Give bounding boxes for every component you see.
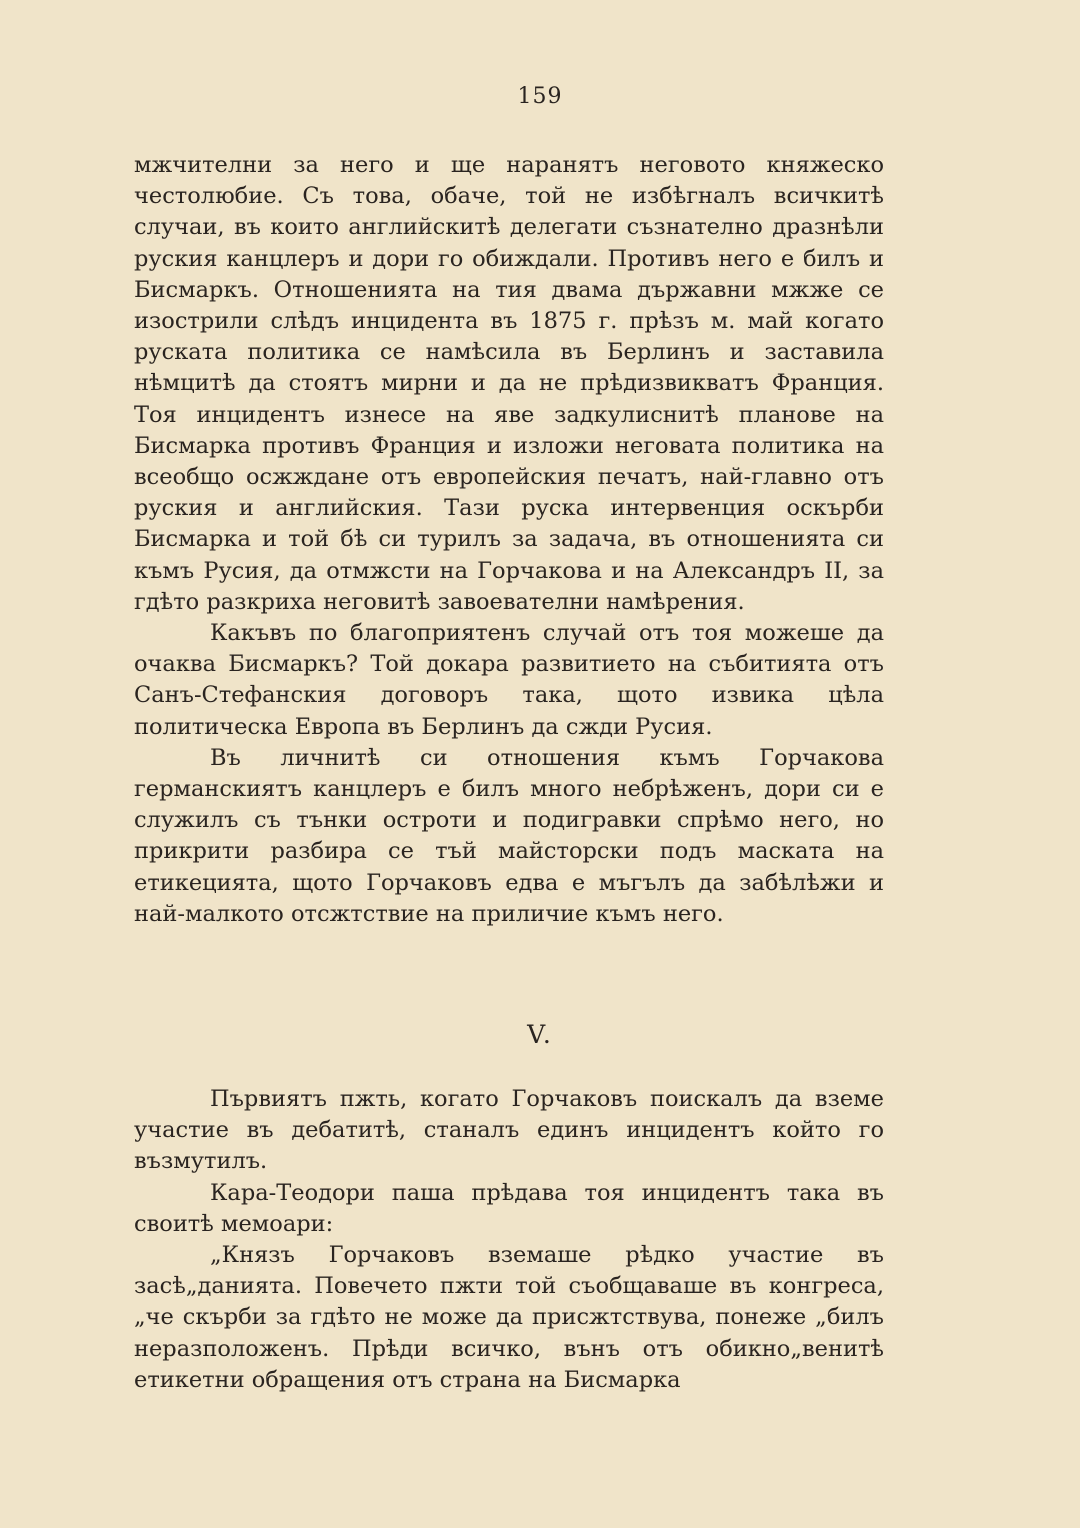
chapter-heading: V. <box>527 1020 553 1049</box>
text-block-bottom <box>134 1084 884 1396</box>
paragraph-continuation: мжчителни за него и ще наранятъ неговото княжеско честолюбие. Съ това, обаче, той не избѣгналъ всичкитѣ случаи, въ които английскитѣ делегати съзнателно дразнѣли руския канцлеръ и дори го обиждали. Противъ него е билъ и Бисмаркъ. Отношенията на тия двама държавни мжже се изострили слѣдъ инцидента въ 1875 г. прѣзъ м. май когато руската политика се намѣсила въ Берлинъ и заставила нѣмцитѣ да стоятъ мирни и да не прѣдизвикватъ Франция. Тоя инцидентъ изнесе на яве задкулиснитѣ планове на Бисмарка противъ Франция и изложи неговата политика на всеобщо осжждане отъ европейския печатъ, най-главно отъ руския и английския. Тази руска интервенция оскърби Бисмарка и той бѣ си турилъ за задача, въ отношенията си къмъ Русия, да отмжсти на Горчакова и на Александръ II, за гдѣто разкриха неговитѣ завоевателни намѣрения. <box>134 152 884 615</box>
page-number: 159 <box>517 84 563 109</box>
paragraph-personal-relations: Въ личнитѣ си отношения къмъ Горчакова германскиятъ канцлеръ е билъ много небрѣженъ, дори си е служилъ съ тънки остроти и подигравки спрѣмо него, но прикрити разбира се тъй майсторски подъ маската на етикецията, щото Горчаковъ едва е мъгълъ да забѣлѣжи и най-малкото отсжтствие на приличие къмъ него. <box>134 744 884 927</box>
paragraph-first-time: Първиятъ пжть, когато Горчаковъ поискалъ да вземе участие въ дебатитѣ, станалъ единъ инцидентъ който го възмутилъ. <box>134 1086 884 1175</box>
text-block-top <box>134 150 884 930</box>
paragraph-kara-theodori: Кара-Теодори паша прѣдава тоя инцидентъ така въ своитѣ мемоари: <box>134 1179 884 1237</box>
paragraph-bismarck-opportunity: Какъвъ по благоприятенъ случай отъ тоя можеше да очаква Бисмаркъ? Той докара развитието на събитията отъ Санъ-Стефанския договоръ така, щото извика цѣла политическа Европа въ Берлинъ да сжди Русия. <box>134 620 884 740</box>
paragraph-memoir-quote: „Князъ Горчаковъ вземаше рѣдко участие въ засѣ„данията. Повечето пжти той съобщаваше въ конгреса, „че скърби за гдѣто не може да присжтствува, понеже „билъ неразположенъ. Прѣди всичко, вънъ отъ обикно„венитѣ етикетни обращения отъ страна на Бисмарка <box>134 1242 884 1393</box>
